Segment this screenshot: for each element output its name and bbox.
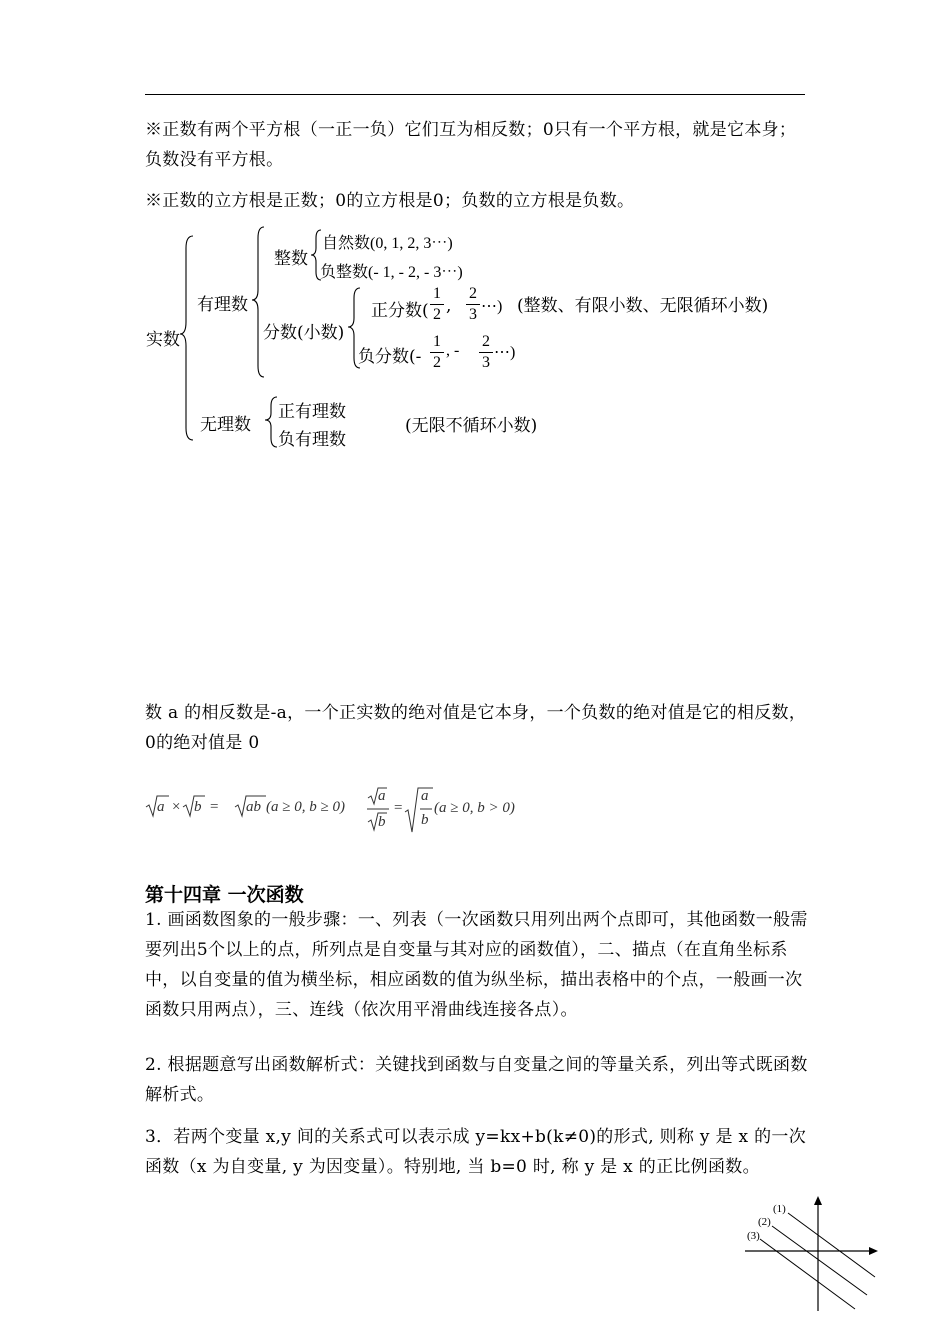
brace-irrational [265,397,277,447]
tree-fraction: 分数(小数) [263,323,345,343]
absolute-value-paragraph: 数 a 的相反数是-a，一个正实数的绝对值是它本身，一个负数的绝对值是它的相反数，0的绝对值是 0 [145,703,807,753]
graph-y-arrow [814,1196,822,1205]
tree-pos-fraction-end: ⋯) [481,298,503,315]
formula-product-condition: (a ≥ 0, b ≥ 0) [266,799,345,815]
section-2-paragraph: 2. 根据题意写出函数解析式：关键找到函数与自变量之间的等量关系，列出等式既函数解析式。 [145,1055,808,1105]
formula-product-b: b [194,799,202,815]
brace-rational [252,227,264,377]
cube-root-paragraph: ※正数的立方根是正数；0的立方根是0；负数的立方根是负数。 [145,191,635,211]
formula-product-times: × [172,799,181,815]
tree-natural: 自然数(0, 1, 2, 3⋯) [322,235,453,252]
formula-quotient-eq: = [394,800,403,816]
formula-quotient-inner-den: b [421,812,429,828]
tree-root: 实数 [146,330,180,350]
graph-label-3: (3) [747,1230,760,1242]
formula-quotient-num: a [378,788,386,804]
section-3-paragraph: 3．若两个变量 x,y 间的关系式可以表示成 y=kx+b(k≠0)的形式, 则称 y 是 x 的一次函数（x 为自变量, y 为因变量）。特别地, 当 b=0 时, 称 y 是 x 的正比例函数。 [145,1127,807,1177]
tree-irrational: 无理数 [200,415,251,435]
tree-neg-integer: 负整数(- 1, - 2, - 3⋯) [320,264,463,281]
tree-comma: , [446,296,452,316]
tree-neg-fraction-end: ⋯) [494,344,516,361]
fraction-one-half: 1 2 [430,285,444,324]
tree-rational-note: (整数、有限小数、无限循环小数) [517,296,769,316]
graph-line-3 [760,1239,855,1309]
graph-x-arrow [869,1247,878,1255]
tree-neg-fraction: 负分数(- [358,347,422,367]
square-root-paragraph: ※正数有两个平方根（一正一负）它们互为相反数；0只有一个平方根，就是它本身；负数没有平方根。 [145,120,797,170]
graph-label-2: (2) [758,1216,771,1228]
fraction-neg-one-half: 1 2 [430,333,444,372]
tree-pos-fraction: 正分数( [371,301,429,321]
brace-real [180,236,193,440]
formula-quotient-inner-num: a [421,788,429,804]
fraction-two-thirds: 2 3 [466,285,480,324]
chapter-heading: 第十四章 一次函数 [145,884,304,906]
formula-product-ab: ab [246,799,261,815]
tree-neg-fraction-mid: , - [446,342,460,359]
tree-integer: 整数 [274,249,308,269]
graph-label-1: (1) [773,1203,786,1215]
tree-irrational-note: (无限不循环小数) [405,416,538,436]
fraction-neg-two-thirds: 2 3 [479,333,493,372]
formula-quotient-condition: (a ≥ 0, b > 0) [434,800,515,816]
tree-neg-irrational: 负有理数 [278,430,346,450]
graph-line-1 [788,1213,875,1277]
section-1-paragraph: 1. 画函数图象的一般步骤：一、列表（一次函数只用列出两个点即可，其他函数一般需要列出5个以上的点，所列点是自变量与其对应的函数值），二、描点（在直角坐标系中，以自变量的值为横坐标，相应函数的值为纵坐标，描出表格中的个点，一般画一次函数只用两点），三、连线（依次用平滑曲线连接各点）。 [145,910,808,1020]
tree-pos-irrational: 正有理数 [278,402,346,422]
linear-graph-svg [745,1196,885,1316]
formula-quotient-den: b [378,814,386,830]
formula-product-eq: = [210,799,219,815]
formula-product-a: a [157,799,165,815]
tree-rational: 有理数 [197,295,248,315]
